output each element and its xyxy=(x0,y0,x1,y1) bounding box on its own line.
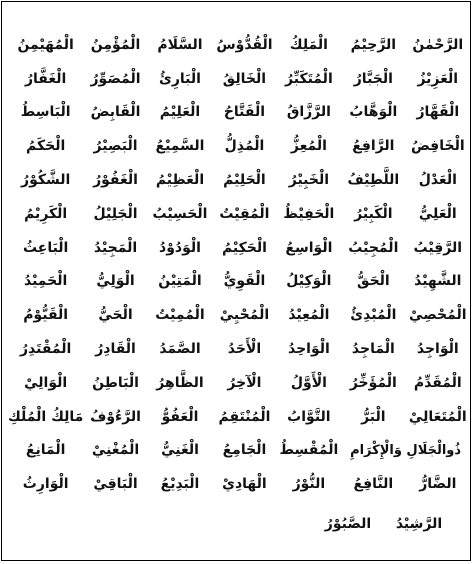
name-79: الْبَرُّ xyxy=(361,408,386,425)
name-32: الْحَلِيْمُ xyxy=(223,172,266,189)
name-56: الْحَمِيْدُ xyxy=(23,273,68,290)
name-4: الْقُدُّوْسُ xyxy=(216,36,273,53)
name-41: الْجَلِيْلُ xyxy=(93,205,138,222)
name-16: الْوَهَّابُ xyxy=(349,104,398,121)
name-3: الْمَلِكُ xyxy=(289,36,328,53)
name-97: الْوَارِثُ xyxy=(22,476,69,493)
name-65: الْمَاجِدُ xyxy=(351,341,395,358)
name-29: الْعَدْلُ xyxy=(418,172,457,189)
name-74: الْآخِرُ xyxy=(227,374,262,391)
name-10: الْمُتَكَبِّرُ xyxy=(285,70,333,87)
name-6: الْمُؤْمِنُ xyxy=(90,36,141,53)
name-1: الرَّحْمٰنُ xyxy=(412,36,464,53)
name-18: الْفَتَّاحُ xyxy=(223,104,266,121)
name-34: الْغَفُوْرُ xyxy=(93,172,138,189)
name-42: الْكَرِيْمُ xyxy=(24,205,68,222)
name-26: السَّمِيْعُ xyxy=(155,138,205,155)
name-88: الْغَنِيُّ xyxy=(161,442,199,459)
name-68: الصَّمَدُ xyxy=(159,341,201,358)
name-53: الْقَوِيُّ xyxy=(223,273,266,290)
name-67: الْأَحَدُ xyxy=(227,341,262,358)
name-99: الصَّبُوْرُ xyxy=(324,516,372,532)
name-25: الْمُذِلُّ xyxy=(224,138,265,155)
name-62: الْحَيُّ xyxy=(98,307,133,324)
name-44: الْمُجِيْبُ xyxy=(348,239,399,256)
name-31: الْخَبِيْرُ xyxy=(288,172,330,189)
name-40: الْحَسِيْبُ xyxy=(152,205,208,222)
name-47: الْوَدُوْدُ xyxy=(159,239,201,256)
name-49: الْبَاعِثُ xyxy=(22,239,69,256)
name-13: الْمُصَوِّرُ xyxy=(90,70,141,87)
name-75: الظَّاهِرُ xyxy=(156,374,204,391)
name-89: الْمُغْنِيْ xyxy=(91,442,140,459)
name-50: الشَّهِيْدُ xyxy=(414,273,462,290)
name-20: الْقَابِضُ xyxy=(90,104,141,121)
name-86: الْمُقْسِطُ xyxy=(279,442,339,459)
name-43: الرَّقِيْبُ xyxy=(413,239,463,256)
name-96: الْبَاقِيْ xyxy=(93,476,138,493)
name-77: الْوَالِيْ xyxy=(24,374,68,391)
name-52: الْوَكِيْلُ xyxy=(286,273,332,290)
names-grid xyxy=(8,28,470,501)
name-81: الْمُنْتَقِمُ xyxy=(218,408,271,425)
name-37: الْكَبِيْرُ xyxy=(354,205,393,222)
name-54: الْمَتِيْنُ xyxy=(158,273,202,290)
name-12: الْبَارِئُ xyxy=(159,70,201,87)
name-27: الْبَصِيْرُ xyxy=(93,138,138,155)
name-19: الْعَلِيْمُ xyxy=(159,104,201,121)
name-94: الْهَادِيْ xyxy=(222,476,267,493)
name-87: الْجَامِعُ xyxy=(222,442,267,459)
name-71: الْمُقَدِّمُ xyxy=(413,374,462,391)
name-76: الْبَاطِنُ xyxy=(92,374,139,391)
name-60: الْمُحْيِيْ xyxy=(219,307,270,324)
name-84: مَالِكُ الْمُلْكِ xyxy=(8,408,84,425)
name-28: الْحَكَمُ xyxy=(26,138,66,155)
name-38: الْحَفِيْظُ xyxy=(283,205,335,222)
name-69: الْقَادِرُ xyxy=(95,341,136,358)
name-23: الرَّافِعُ xyxy=(352,138,395,155)
name-7: الْمُهَيْمِنُ xyxy=(17,36,74,53)
name-11: الْخَالِقُ xyxy=(222,70,267,87)
name-39: الْمُقِيْتُ xyxy=(219,205,270,222)
name-15: الْقَهَّارُ xyxy=(416,104,460,121)
name-17: الرَّزَّاقُ xyxy=(286,104,331,121)
name-73: الْأَوَّلُ xyxy=(290,374,327,391)
name-98: الرَّشِيْدُ xyxy=(395,516,443,532)
name-58: الْمُبْدِئُ xyxy=(350,307,397,324)
name-85: ذُوالْجَلَالِ وَالْإِكْرَامِ xyxy=(350,442,462,458)
name-55: الْوَلِيُّ xyxy=(96,273,135,290)
name-5: السَّلَامُ xyxy=(157,36,203,53)
name-9: الْجَبَّارُ xyxy=(353,70,393,87)
name-83: الرَّءُوْفُ xyxy=(90,408,141,425)
names-panel xyxy=(1,1,471,561)
name-64: الْوَاجِدُ xyxy=(416,341,459,358)
name-45: الْوَاسِعُ xyxy=(285,239,333,256)
name-93: النُّوْرُ xyxy=(292,476,326,493)
name-21: الْبَاسِطُ xyxy=(20,104,71,121)
name-33: الْعَظِيْمُ xyxy=(155,172,205,189)
name-24: الْمُعِزُّ xyxy=(290,138,327,155)
name-59: الْمُعِيْدُ xyxy=(288,307,330,324)
name-72: الْمُؤَخِّرُ xyxy=(349,374,397,391)
name-2: الرَّحِيْمُ xyxy=(350,36,397,53)
name-63: الْقَيُّوْمُ xyxy=(23,307,69,324)
name-48: الْمَجِيْدُ xyxy=(93,239,138,256)
name-91: الضَّارُّ xyxy=(419,476,457,493)
name-14: الْغَفَّارُ xyxy=(24,70,67,87)
name-66: الْوَاحِدُ xyxy=(287,341,330,358)
name-22: الْخَافِضُ xyxy=(410,138,465,155)
name-92: النَّافِعُ xyxy=(353,476,394,493)
name-36: الْعَلِيُّ xyxy=(418,205,457,222)
name-95: الْبَدِيْعُ xyxy=(160,476,200,493)
name-8: الْعَزِيْزُ xyxy=(417,70,459,87)
name-70: الْمُقْتَدِرُ xyxy=(19,341,72,358)
name-61: الْمُمِيْتُ xyxy=(155,307,205,324)
name-78: الْمُتَعَالِيْ xyxy=(408,408,467,425)
name-82: الْعَفُوُّ xyxy=(161,408,199,425)
name-30: اللَّطِيْفُ xyxy=(347,172,400,189)
name-51: الْحَقُّ xyxy=(356,273,390,290)
name-35: الشَّكُوْرُ xyxy=(21,172,71,189)
name-90: الْمَانِعُ xyxy=(25,442,66,459)
name-46: الْحَكِيْمُ xyxy=(221,239,267,256)
name-57: الْمُحْصِيْ xyxy=(409,307,467,324)
name-80: التَّوَّابُ xyxy=(287,408,331,425)
